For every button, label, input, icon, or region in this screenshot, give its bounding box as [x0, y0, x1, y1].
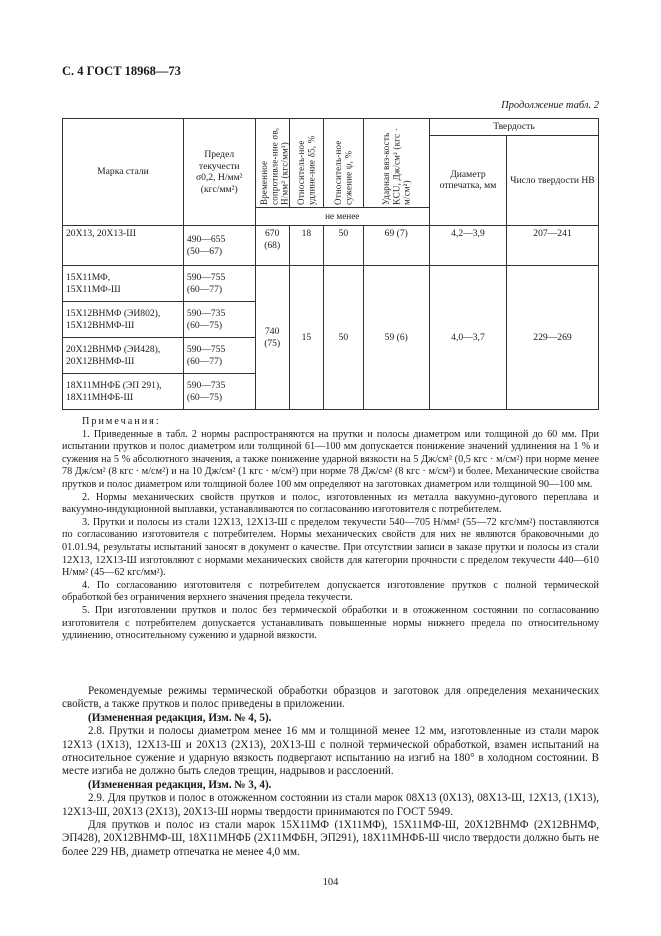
body-text [62, 685, 599, 859]
yield-cell: 590—735 (60—75) [183, 374, 255, 410]
paragraph-2-8: 2.8. Прутки и полосы диаметром менее 16 мм и толщиной менее 12 мм, изготовленные из стали марок 12Х13 (1Х13), 12Х13-Ш и 20Х13 (2Х13), 20Х13-Ш с полной термической обработкой, взамен испытаний на относительное сужение и ударную вязкость подвергают испытанию на изгиб на 180° в холодном состоянии. В месте изгиба не должно быть следов трещин, надрывов и расслоений. [62, 725, 599, 778]
page-header: С. 4 ГОСТ 18968—73 [62, 64, 181, 78]
table-notes [62, 416, 599, 643]
header-tensile: Временное сопротивле-ние σв, Н/мм² (кгс/мм²) [255, 119, 289, 208]
grade-cell: 18Х11МНФБ (ЭП 291), 18Х11МНФБ-Ш [63, 374, 184, 410]
yield-cell: 590—755 (60—77) [183, 338, 255, 374]
hb-cell: 207—241 [506, 226, 598, 266]
note-4: 4. По согласованию изготовителя с потребителем допускается изготовление прутков с полной термической обработкой без ограничения верхнего значения предела текучести. [62, 579, 599, 604]
tensile-cell: 670 (68) [255, 226, 289, 266]
yield-cell: 490—655 (50—67) [183, 226, 255, 266]
header-diameter: Диаметр отпечатка, мм [429, 135, 506, 226]
table-row [63, 266, 599, 302]
elongation-cell: 15 [289, 266, 323, 410]
edit-note: (Измененная редакция, Изм. № 3, 4). [88, 778, 272, 791]
mechanical-properties-table [62, 118, 599, 410]
paragraph-hardness: Для прутков и полос из стали марок 15Х11МФ (1Х11МФ), 15Х11МФ-Ш, 20Х12ВНМФ (2Х12ВНМФ, ЭП428), 20Х12ВНМФ-Ш, 18Х11МНФБ (2Х11МФБН, ЭП291), 18Х11МНФБ-Ш число твердости должно быть не более 229 НВ, диаметр отпечатка не менее 4,0 мм. [62, 819, 599, 858]
tensile-cell: 740 (75) [255, 266, 289, 410]
grade-cell: 20Х12ВНМФ (ЭИ428), 20Х12ВНМФ-Ш [63, 338, 184, 374]
paragraph-2-9: 2.9. Для прутков и полос в отожженном состоянии из стали марок 08Х13 (0Х13), 08Х13-Ш, 12Х13, (1Х13), 12Х13-Ш, 20Х13 (2Х13), 20Х13-Ш нормы твердости принимаются по ГОСТ 5949. [62, 792, 599, 818]
edit-note: (Измененная редакция, Изм. № 4, 5). [88, 711, 272, 724]
header-grade: Марка стали [63, 119, 184, 226]
diameter-cell: 4,0—3,7 [429, 266, 506, 410]
table-row [63, 226, 599, 266]
header-not-less: не менее [255, 208, 429, 226]
elongation-cell: 18 [289, 226, 323, 266]
yield-cell: 590—735 (60—75) [183, 302, 255, 338]
page-number: 104 [322, 877, 339, 888]
note-2: 2. Нормы механических свойств прутков и полос, изготовленных из металла вакуумно-дугового переплава и вакуумно-индукционной выплавки, устанавливаются по согласованию изготовителя с потребителем. [62, 491, 599, 516]
header-reduction: Относитель-ное сужение ψ, % [324, 119, 364, 208]
note-1: 1. Приведенные в табл. 2 нормы распространяются на прутки и полосы диаметром или толщиной до 60 мм. При испытании прутков и полос диаметром или толщиной 61—100 мм допускается понижение значений удлинения на 1 % и сужения на 5 % абсолютного значения, а также понижение ударной вязкости на 5 Дж/см² (0,5 кгс · м/см²) при норме менее 78 Дж/см² (8 кгс · м/см²) и на 10 Дж/см² (1 кгс · м/см²) при норме 78 Дж/см² (8 кгс · м/см²) и более. Механические свойства прутков и полос диаметром или толщиной более 100 мм определяют на заготовках диаметром или толщиной 90—100 мм. [62, 428, 599, 490]
note-5: 5. При изготовлении прутков и полос без термической обработки и в отожженном состоянии по согласованию изготовителя с потребителем допускается устанавливать повышенные нормы нижнего предела по относительному удлинению, относительному сужению и ударной вязкости. [62, 604, 599, 642]
paragraph-heat-treatment: Рекомендуемые режимы термической обработки образцов и заготовок для определения механических свойств, а также прутков и полос приведены в приложении. [62, 685, 599, 711]
header-hb: Число твердости НВ [506, 135, 598, 226]
hb-cell: 229—269 [506, 266, 598, 410]
table-caption: Продолжение табл. 2 [501, 100, 599, 111]
grade-cell: 15Х12ВНМФ (ЭИ802), 15Х12ВНМФ-Ш [63, 302, 184, 338]
reduction-cell: 50 [324, 226, 364, 266]
reduction-cell: 50 [324, 266, 364, 410]
grade-cell: 20Х13, 20Х13-Ш [63, 226, 184, 266]
impact-cell: 59 (6) [363, 266, 429, 410]
diameter-cell: 4,2—3,9 [429, 226, 506, 266]
header-hardness: Твердость [429, 119, 598, 136]
header-elongation: Относитель-ное удлине-ние δ5, % [289, 119, 323, 208]
notes-title: Примечания: [82, 416, 161, 427]
impact-cell: 69 (7) [363, 226, 429, 266]
header-yield: Предел текучести σ0,2, Н/мм² (кгс/мм²) [183, 119, 255, 226]
note-3: 3. Прутки и полосы из стали 12Х13, 12Х13-Ш с пределом текучести 540—705 Н/мм² (55—72 кгс/мм²) поставляются по согласованию изготовителя с потребителем. Нормы механических свойств для них не являются браковочными до 01.01.94, результаты испытаний заносят в документ о качестве. При отсутствии записи в заказе прутки и полосы из стали 12Х13, 12Х13-Ш изготовляют с нормами механических свойств для категории прочности с пределом текучести 440—610 Н/мм² (45—62 кгс/мм²). [62, 516, 599, 579]
grade-cell: 15Х11МФ, 15Х11МФ-Ш [63, 266, 184, 302]
header-impact: Ударная вяз-кость KCU, Дж/см² (кгс · м/см²) [363, 119, 429, 208]
yield-cell: 590—755 (60—77) [183, 266, 255, 302]
